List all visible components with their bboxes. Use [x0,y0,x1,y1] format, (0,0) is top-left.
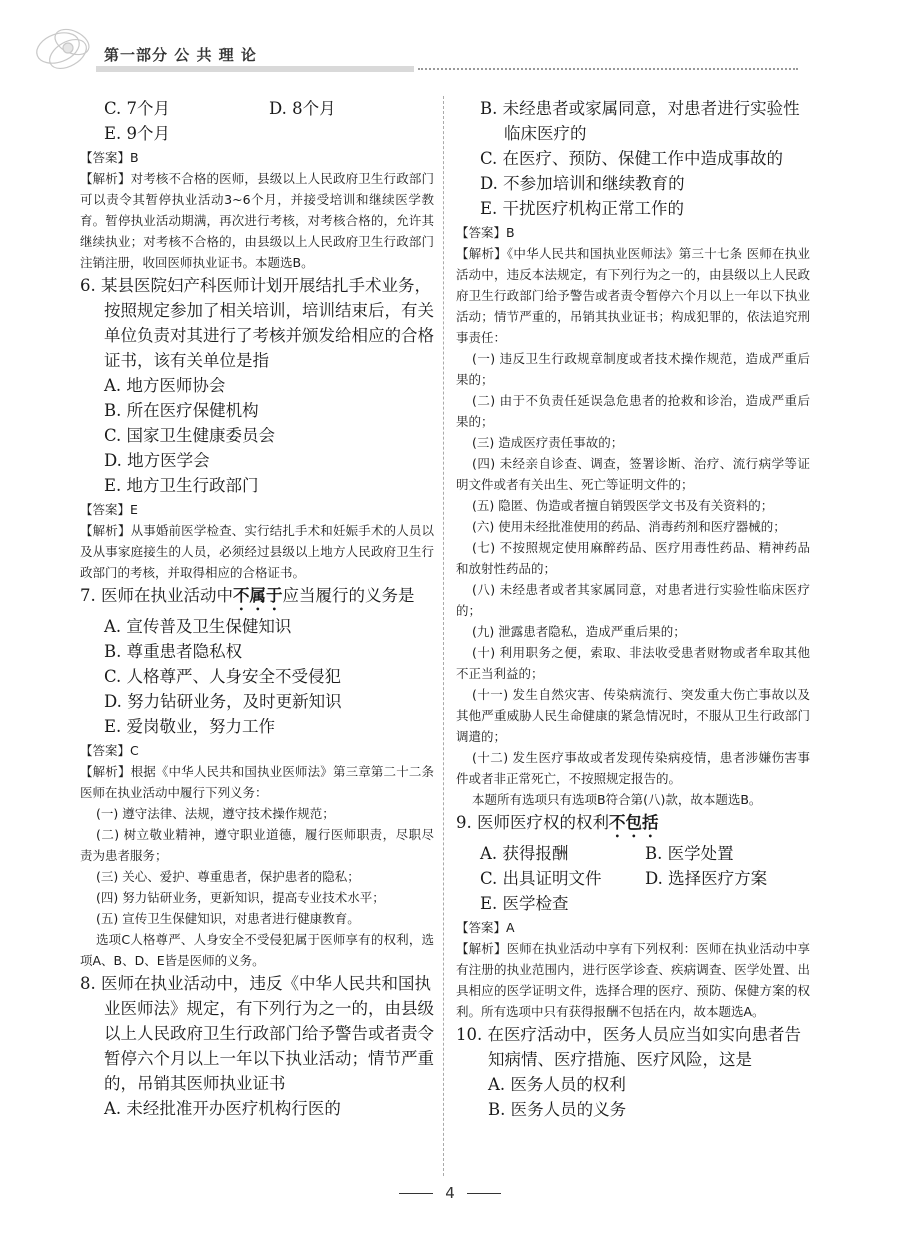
law-item: (三) 造成医疗责任事故的； [472,435,624,450]
law-item: (十二) 发生医疗事故或者发现传染病疫情，患者涉嫌伤害事件或者非正常死亡，不按照规定报告的。 [456,750,810,786]
duty-item: (四) 努力钻研业务，更新知识，提高专业技术水平； [96,890,385,905]
option-c: C. 国家卫生健康委员会 [104,426,276,445]
option-a: A. 未经批准开办医疗机构行医的 [104,1099,341,1118]
column-divider [443,96,444,1176]
option-row [456,891,810,916]
option-e: E. 干扰医疗机构正常工作的 [480,199,685,218]
left-column [80,96,434,1121]
header-bar [96,66,414,72]
answer: 【答案】C [80,743,139,758]
question-stem [80,583,434,614]
explanation: 【解析】从事婚前医学检查、实行结扎手术和妊娠手术的人员以及从事家庭接生的人员，必须经过县级以上地方人民政府卫生行政部门的考核，并取得相应的合格证书。 [80,523,434,580]
law-item: (十一) 发生自然灾害、传染病流行、突发重大伤亡事故以及其他严重威胁人民生命健康的紧急情况时，不服从卫生行政部门调遣的； [456,687,810,744]
stem-emphasis: 不包括 [609,813,659,832]
question-7 [80,583,434,971]
option-a: A. 宣传普及卫生保健知识 [104,617,292,636]
option-b: B. 尊重患者隐私权 [104,642,243,661]
law-item: (一) 违反卫生行政规章制度或者技术操作规范，造成严重后果的； [456,351,810,387]
law-item: (八) 未经患者或者其家属同意，对患者进行实验性临床医疗的； [456,582,810,618]
question-stem [456,810,810,841]
law-item: (四) 未经亲自诊查、调查，签署诊断、治疗、流行病学等证明文件或者有关出生、死亡等证明文件的； [456,456,810,492]
page-footer [0,1184,900,1202]
law-item: (二) 由于不负责任延误急危患者的抢救和诊治，造成严重后果的； [456,393,810,429]
stem-suffix: 应当履行的义务是 [282,586,415,605]
option-row [456,841,810,866]
option-a: A. 获得报酬 [480,844,569,863]
page-header [0,0,900,80]
conclusion: 本题所有选项只有选项B符合第(八)款，故本题选B。 [472,792,762,807]
option-d: D. 努力钻研业务，及时更新知识 [104,692,342,711]
law-item: (六) 使用未经批准使用的药品、消毒药剂和医疗器械的； [472,519,786,534]
option-c: C. 在医疗、预防、保健工作中造成事故的 [480,149,784,168]
question-9 [456,810,810,1022]
law-item: (十) 利用职务之便，索取、非法收受患者财物或者牟取其他不正当利益的； [456,645,810,681]
question-stem: 6. 某县医院妇产科医师计划开展结扎手术业务，按照规定参加了相关培训，培训结束后，有关单位负责对其进行了考核并颁发给相应的合格证书，该有关单位是指 [80,276,434,370]
option-e: E. 地方卫生行政部门 [104,476,259,495]
explanation: 【解析】根据《中华人民共和国执业医师法》第三章第二十二条 医师在执业活动中履行下列义务： [80,764,434,800]
option-d: D. 地方医学会 [104,451,210,470]
question-10 [456,1022,810,1122]
explanation: 【解析】对考核不合格的医师，县级以上人民政府卫生行政部门可以责令其暂停执业活动3~6个月，并接受培训和继续医学教育。暂停执业活动期满，再次进行考核，对考核合格的，允许其继续执业；对考核不合格的，由县级以上人民政府卫生行政部门注销注册，收回医师执业证书。本题选B。 [80,171,434,270]
option-row [80,96,434,121]
answer: 【答案】B [456,225,515,240]
footer-dash-right [467,1193,501,1194]
question-8-head [80,971,434,1121]
option-row [456,866,810,891]
option-d: D. 选择医疗方案 [645,869,768,888]
option-e: E. 9个月 [104,124,171,143]
option-b: B. 所在医疗保健机构 [104,401,259,420]
duty-item: (五) 宣传卫生保健知识，对患者进行健康教育。 [96,911,360,926]
law-item: (七) 不按照规定使用麻醉药品、医疗用毒性药品、精神药品和放射性药品的； [456,540,810,576]
option-d: D. 不参加培训和继续教育的 [480,174,685,193]
option-b: B. 医务人员的义务 [488,1100,627,1119]
option-e: E. 爱岗敬业，努力工作 [104,717,276,736]
answer: 【答案】E [80,502,138,517]
conclusion: 选项C人格尊严、人身安全不受侵犯属于医师享有的权利，选项A、B、D、E皆是医师的义务。 [80,932,434,968]
answer: 【答案】B [80,150,139,165]
question-stem: 8. 医师在执业活动中，违反《中华人民共和国执业医师法》规定，有下列行为之一的，由县级以上人民政府卫生行政部门给予警告或者责令暂停六个月以上一年以下执业活动；情节严重的，吊销其医师执业证书 [80,974,434,1093]
section-title: 第一部分 公 共 理 论 [104,46,257,64]
explanation: 【解析】医师在执业活动中享有下列权利：医师在执业活动中享有注册的执业范围内，进行医学诊查、疾病调查、医学处置、出具相应的医学证明文件，选择合理的医疗、预防、保健方案的权利。所有选项中只有获得报酬不包括在内，故本题选A。 [456,941,810,1019]
option-c: C. 7个月 [104,99,171,118]
page-number: 4 [445,1184,455,1202]
question-8-tail [456,96,810,810]
option-b: B. 医学处置 [645,844,734,863]
option-c: C. 人格尊严、人身安全不受侵犯 [104,667,342,686]
question-5-tail [80,96,434,273]
option-b: B. 未经患者或家属同意，对患者进行实验性临床医疗的 [480,99,800,143]
option-d: D. 8个月 [269,99,336,118]
stem-prefix: 7. 医师在执业活动中 [80,586,233,605]
explanation: 【解析】《中华人民共和国执业医师法》第三十七条 医师在执业活动中，违反本法规定，有下列行为之一的，由县级以上人民政府卫生行政部门给予警告或者责令暂停六个月以上一年以下执业活动；情节严重的，吊销其执业证书；构成犯罪的，依法追究刑事责任： [456,246,810,345]
law-item: (九) 泄露患者隐私，造成严重后果的； [472,624,686,639]
option-e: E. 医学检查 [480,894,569,913]
answer: 【答案】A [456,920,515,935]
duty-item: (一) 遵守法律、法规，遵守技术操作规范； [96,806,335,821]
question-stem: 10. 在医疗活动中，医务人员应当如实向患者告知病情、医疗措施、医疗风险，这是 [456,1025,801,1069]
header-dotted-rule [418,68,798,70]
question-6 [80,273,434,583]
duty-item: (二) 树立敬业精神，遵守职业道德，履行医师职责，尽职尽责为患者服务； [80,827,434,863]
duty-item: (三) 关心、爱护、尊重患者，保护患者的隐私； [96,869,360,884]
right-column [456,96,810,1122]
stem-prefix: 9. 医师医疗权的权利 [456,813,609,832]
footer-dash-left [399,1193,433,1194]
law-item: (五) 隐匿、伪造或者擅自销毁医学文书及有关资料的； [472,498,774,513]
stem-emphasis: 不属于 [233,586,283,605]
option-a: A. 地方医师协会 [104,376,226,395]
option-a: A. 医务人员的权利 [488,1075,626,1094]
option-c: C. 出具证明文件 [480,869,602,888]
